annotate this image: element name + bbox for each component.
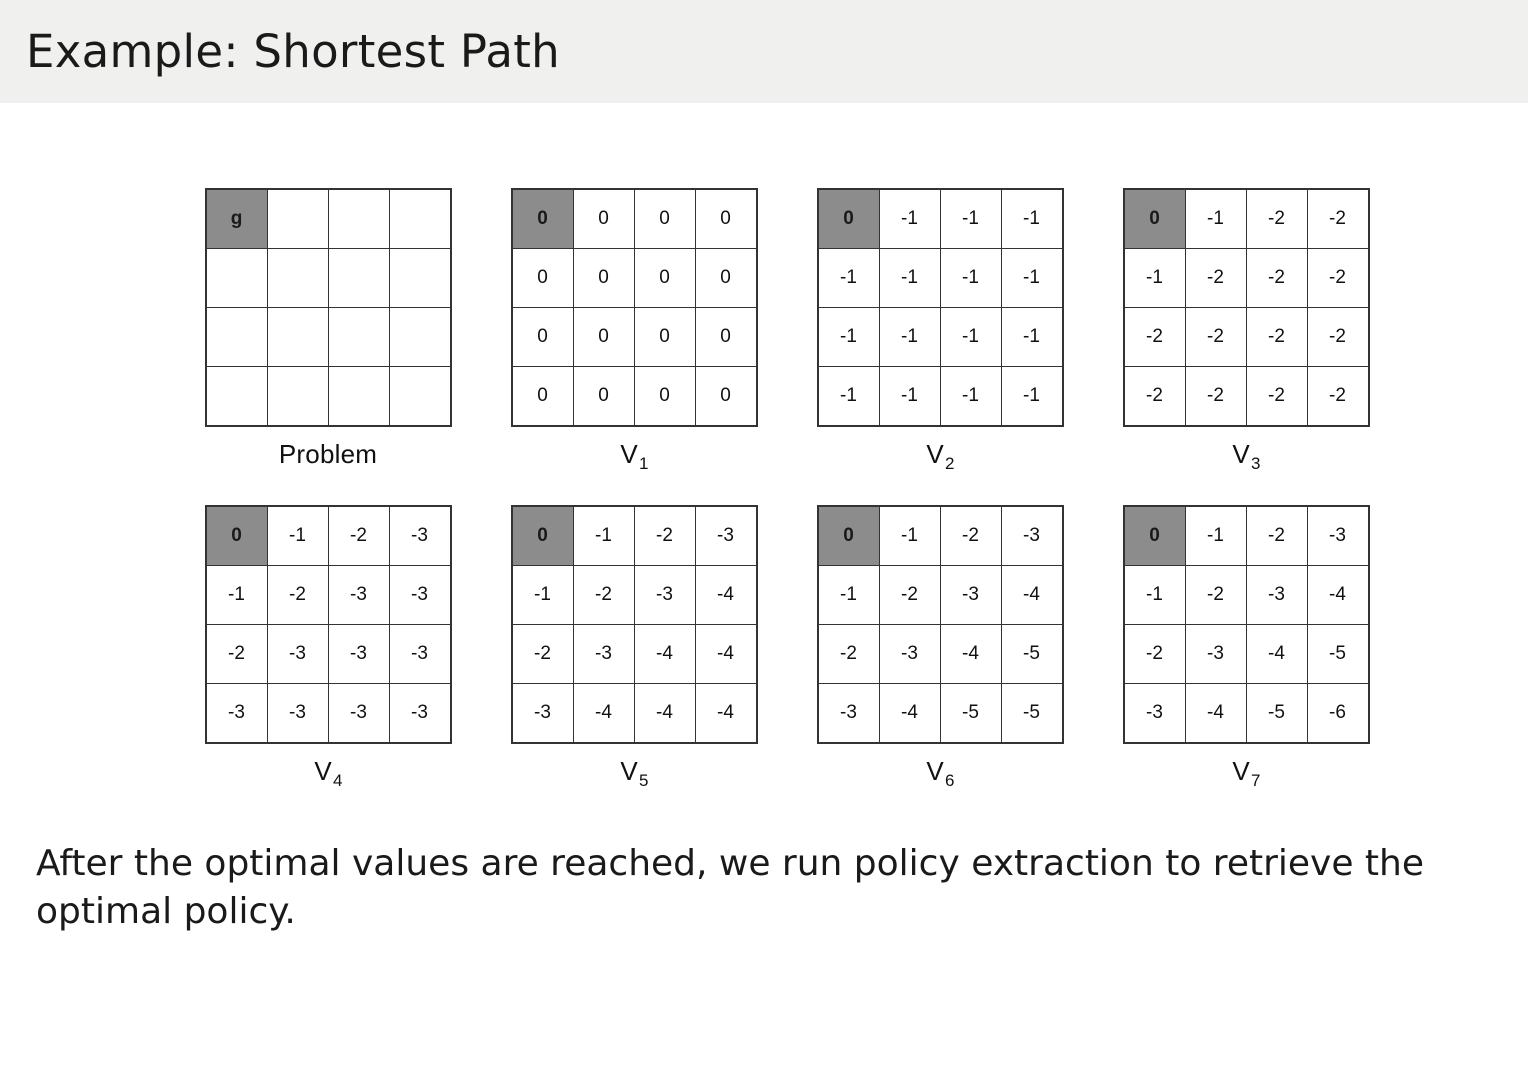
grid-cell: -2 — [1246, 506, 1307, 566]
goal-cell: 0 — [512, 506, 574, 566]
grid-cell: -2 — [818, 625, 880, 684]
grid-cell: -3 — [328, 684, 389, 744]
grid-block — [816, 188, 1064, 473]
grid-cell — [206, 367, 268, 427]
grid-caption-index: 6 — [944, 771, 955, 790]
grid-cell: -5 — [1001, 625, 1063, 684]
grid-cell: -1 — [940, 367, 1001, 427]
grid-cell: -2 — [1185, 308, 1246, 367]
grid-cell: -5 — [1246, 684, 1307, 744]
grid-cell — [328, 249, 389, 308]
grid-cell: -5 — [940, 684, 1001, 744]
grid-caption — [926, 439, 955, 473]
grid-cell: 0 — [512, 249, 574, 308]
grid-cell: -2 — [1307, 308, 1369, 367]
grid-cell: -2 — [1185, 367, 1246, 427]
grid-cell: -4 — [573, 684, 634, 744]
grid-cell: -1 — [940, 308, 1001, 367]
grid-cell: -2 — [634, 506, 695, 566]
grid-cell: 0 — [573, 189, 634, 249]
grid-cell: -5 — [1001, 684, 1063, 744]
grid-cell — [328, 367, 389, 427]
grid-row — [1124, 506, 1369, 566]
grid-cell — [267, 189, 328, 249]
grid-block — [510, 505, 758, 790]
grid-cell: -3 — [206, 684, 268, 744]
grid-cell: -2 — [1124, 625, 1186, 684]
grid-cell: -1 — [879, 189, 940, 249]
grid-cell: 0 — [634, 189, 695, 249]
grid-cell — [206, 308, 268, 367]
value-grid — [205, 505, 452, 744]
slide-header — [0, 0, 1528, 103]
grid-cell: 0 — [695, 249, 757, 308]
grid-row — [818, 684, 1063, 744]
grid-caption-index: 1 — [638, 454, 649, 473]
grid-row — [512, 566, 757, 625]
grid-cell: -1 — [879, 367, 940, 427]
grid-caption-label: V — [620, 756, 638, 786]
grid-cell: -3 — [1307, 506, 1369, 566]
grid-caption-index: 7 — [1250, 771, 1261, 790]
grid-cell: -1 — [818, 308, 880, 367]
goal-cell: 0 — [1124, 506, 1186, 566]
grid-cell: -3 — [879, 625, 940, 684]
grid-row-top — [0, 188, 1528, 473]
grid-cell: -2 — [1307, 189, 1369, 249]
grid-block — [510, 188, 758, 473]
grid-row — [1124, 684, 1369, 744]
grid-cell — [389, 367, 451, 427]
grid-row — [512, 249, 757, 308]
grid-row — [206, 566, 451, 625]
grid-caption — [1232, 439, 1261, 473]
grid-cell: -2 — [206, 625, 268, 684]
grid-cell: -3 — [1124, 684, 1186, 744]
grid-cell: -1 — [879, 249, 940, 308]
grid-cell: -3 — [267, 625, 328, 684]
grid-row — [1124, 625, 1369, 684]
grid-row — [206, 684, 451, 744]
grid-caption-index: 2 — [944, 454, 955, 473]
grid-cell: -2 — [1124, 308, 1186, 367]
grid-caption-index: 5 — [638, 771, 649, 790]
grid-row — [512, 684, 757, 744]
grid-cell: -3 — [1001, 506, 1063, 566]
grid-row — [1124, 249, 1369, 308]
grid-caption — [620, 439, 649, 473]
grid-row — [818, 308, 1063, 367]
grid-cell: -3 — [389, 566, 451, 625]
grid-cell: -2 — [940, 506, 1001, 566]
grid-cell: -2 — [512, 625, 574, 684]
grid-cell: -1 — [818, 367, 880, 427]
grid-caption-label: V — [926, 756, 944, 786]
grid-cell: -4 — [1001, 566, 1063, 625]
value-grid — [205, 188, 452, 427]
grid-row — [206, 625, 451, 684]
grid-caption-label: V — [314, 756, 332, 786]
grid-cell: -4 — [695, 625, 757, 684]
grid-row — [206, 308, 451, 367]
grid-row — [818, 506, 1063, 566]
grid-row — [1124, 189, 1369, 249]
grid-cell — [267, 367, 328, 427]
grid-cell: -1 — [1001, 249, 1063, 308]
grid-cell: -2 — [1246, 249, 1307, 308]
grid-block — [204, 505, 452, 790]
grid-cell: -4 — [1185, 684, 1246, 744]
goal-cell: 0 — [206, 506, 268, 566]
grid-caption-label: Problem — [278, 439, 378, 469]
goal-cell: 0 — [512, 189, 574, 249]
grid-cell: -2 — [879, 566, 940, 625]
grid-cell: -3 — [940, 566, 1001, 625]
grid-row — [818, 625, 1063, 684]
grid-caption-label: V — [1232, 756, 1250, 786]
grid-cell: -2 — [1307, 249, 1369, 308]
grid-cell: -3 — [1246, 566, 1307, 625]
grid-caption — [279, 441, 377, 467]
grid-cell: -1 — [1185, 189, 1246, 249]
grid-cell — [389, 189, 451, 249]
grid-cell: -1 — [1001, 308, 1063, 367]
grid-cell: -2 — [1124, 367, 1186, 427]
grid-cell: -3 — [1185, 625, 1246, 684]
grid-cell: -3 — [389, 625, 451, 684]
grid-row — [512, 308, 757, 367]
grid-cell: -3 — [818, 684, 880, 744]
grid-row — [512, 189, 757, 249]
value-grid — [1123, 188, 1370, 427]
grid-cell — [389, 308, 451, 367]
grid-cell: -1 — [1124, 566, 1186, 625]
grid-cell: 0 — [695, 367, 757, 427]
grid-cell: 0 — [634, 308, 695, 367]
grid-cell: -4 — [695, 566, 757, 625]
goal-cell: 0 — [818, 189, 880, 249]
grid-cell: -1 — [267, 506, 328, 566]
grid-caption — [1232, 756, 1261, 790]
goal-cell: g — [206, 189, 268, 249]
grid-cell — [267, 249, 328, 308]
grid-cell: -3 — [389, 506, 451, 566]
grid-cell: -1 — [940, 189, 1001, 249]
grid-caption-label: V — [1232, 439, 1250, 469]
grid-caption — [620, 756, 649, 790]
goal-cell: 0 — [1124, 189, 1186, 249]
grid-row — [206, 249, 451, 308]
grid-cell: -1 — [879, 308, 940, 367]
value-grid — [511, 505, 758, 744]
grid-cell: -2 — [1246, 189, 1307, 249]
grid-cell: 0 — [695, 189, 757, 249]
grid-cell: -4 — [879, 684, 940, 744]
grid-cell — [328, 189, 389, 249]
grid-block — [204, 188, 452, 467]
grid-caption — [314, 756, 343, 790]
grid-cell: -1 — [818, 566, 880, 625]
grid-block — [816, 505, 1064, 790]
grid-cell: -3 — [634, 566, 695, 625]
grid-cell: -2 — [1246, 308, 1307, 367]
grid-row — [512, 367, 757, 427]
grid-caption-label: V — [620, 439, 638, 469]
grid-row — [1124, 308, 1369, 367]
grid-cell: -1 — [1001, 189, 1063, 249]
grid-caption-index: 4 — [332, 771, 343, 790]
grid-row — [818, 189, 1063, 249]
grid-row — [206, 506, 451, 566]
grid-cell: -1 — [1001, 367, 1063, 427]
grid-cell: -2 — [1246, 367, 1307, 427]
value-grid — [817, 505, 1064, 744]
grid-row — [1124, 566, 1369, 625]
grid-cell: 0 — [634, 249, 695, 308]
grid-row-bottom — [0, 505, 1528, 790]
grid-cell — [389, 249, 451, 308]
grid-cell: -3 — [328, 566, 389, 625]
grid-cell: -4 — [634, 625, 695, 684]
goal-cell: 0 — [818, 506, 880, 566]
grid-caption — [926, 756, 955, 790]
grid-cell: -1 — [879, 506, 940, 566]
grid-cell: -1 — [818, 249, 880, 308]
grid-cell: 0 — [512, 308, 574, 367]
grid-cell: -2 — [328, 506, 389, 566]
grid-row — [206, 189, 451, 249]
grid-cell: -3 — [695, 506, 757, 566]
grid-cell: -6 — [1307, 684, 1369, 744]
grid-cell: -2 — [1185, 249, 1246, 308]
grid-cell: -3 — [573, 625, 634, 684]
grid-cell: -2 — [573, 566, 634, 625]
grid-row — [206, 367, 451, 427]
grid-cell: -1 — [206, 566, 268, 625]
grid-cell: -3 — [328, 625, 389, 684]
grid-cell: -3 — [389, 684, 451, 744]
grid-cell: -4 — [1246, 625, 1307, 684]
grid-cell: 0 — [695, 308, 757, 367]
grid-cell: -4 — [940, 625, 1001, 684]
grid-cell: -1 — [940, 249, 1001, 308]
grid-cell: -2 — [1307, 367, 1369, 427]
grid-cell: -3 — [512, 684, 574, 744]
value-grid — [1123, 505, 1370, 744]
grid-cell: -1 — [1124, 249, 1186, 308]
grid-row — [512, 625, 757, 684]
grid-cell: 0 — [573, 249, 634, 308]
grid-cell: 0 — [573, 308, 634, 367]
grid-cell: -3 — [267, 684, 328, 744]
grid-cell: -4 — [634, 684, 695, 744]
grid-cell: -4 — [695, 684, 757, 744]
grid-cell: -1 — [573, 506, 634, 566]
grid-cell — [267, 308, 328, 367]
grid-cell: 0 — [634, 367, 695, 427]
grid-row — [818, 249, 1063, 308]
grid-block — [1122, 505, 1370, 790]
grid-row — [818, 566, 1063, 625]
grid-cell: -1 — [1185, 506, 1246, 566]
grid-cell: 0 — [512, 367, 574, 427]
grid-cell: -1 — [512, 566, 574, 625]
grid-cell: -2 — [1185, 566, 1246, 625]
grid-row — [818, 367, 1063, 427]
value-grid — [511, 188, 758, 427]
grid-row — [1124, 367, 1369, 427]
grid-cell: -4 — [1307, 566, 1369, 625]
grid-cell: -2 — [267, 566, 328, 625]
grid-block — [1122, 188, 1370, 473]
grid-caption-label: V — [926, 439, 944, 469]
slide-content — [0, 188, 1528, 935]
footnote-text: After the optimal values are reached, we run policy extraction to retrieve the optimal policy. — [36, 843, 1425, 932]
grid-cell: -5 — [1307, 625, 1369, 684]
grid-cell — [328, 308, 389, 367]
grid-cell — [206, 249, 268, 308]
grid-caption-index: 3 — [1250, 454, 1261, 473]
grid-row — [512, 506, 757, 566]
page-title: Example: Shortest Path — [26, 25, 560, 78]
value-grid — [817, 188, 1064, 427]
grid-cell: 0 — [573, 367, 634, 427]
